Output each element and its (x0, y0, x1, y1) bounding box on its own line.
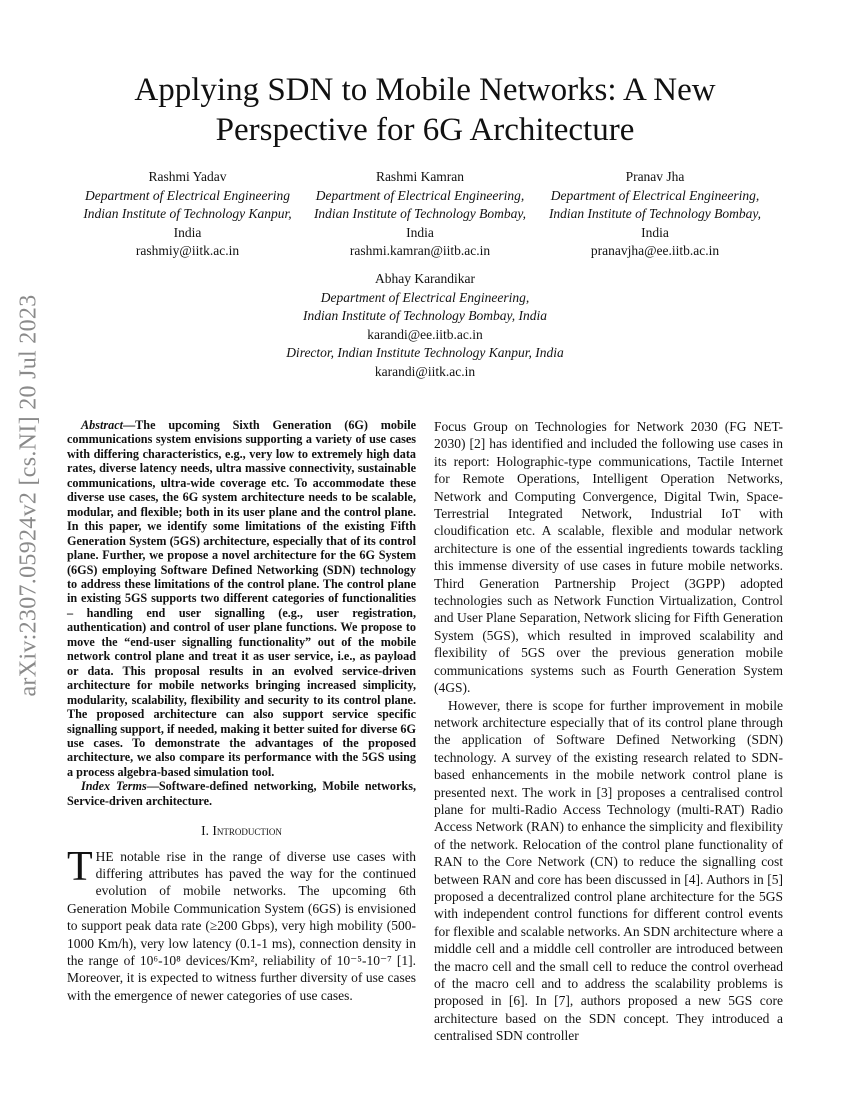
intro-text: HE notable rise in the range of diverse use cases with differing attributes has paved the way for the continued evolution of mobile networks. The upcoming 6th Generation Mobile Communication System (6GS) is envisioned to support peak data rate (≥200 Gbps), very high mobility (500-1000 Km/h), very low latency (0.1-1 ms), connection density in the range of 10⁶-10⁸ devices/Km², reliability of 10⁻⁵-10⁻⁷ [1]. Moreover, it is expected to witness further diversity of use cases with the emergence of newer categories of use cases. (67, 848, 416, 1003)
author-institute: Indian Institute of Technology Bombay, (313, 206, 527, 221)
index-terms-text: —Software-defined networking, Mobile networks, Service-driven architecture. (67, 779, 416, 808)
author-department: Department of Electrical Engineering, (320, 289, 530, 305)
abstract-text: —The upcoming Sixth Generation (6G) mobile communications system envisions supporting a variety of use cases with differing characteristics, e.g., very low to extremely high data rates, diverse latency needs, ultra massive connectivity, sustainable communications, ultra-wide coverage etc. To accommodate these diverse use cases, the 6G system architecture needs to be scalable, modular, and flexible; both in its user plane and the control plane. In this paper, we identify some limitations of the existing Fifth Generation System (5GS) architecture, especially that of its control plane. Further, we propose a novel architecture for the 6G System (6GS) employing Software Defined Networking (SDN) technology to address these limitations of the control plane. The control plane in existing 5GS supports two different categories of functionalities – handling end user signalling (e.g., user registration, authentication) and control of user plane functions. We propose to move the “end-user signalling functionality” out of the mobile network control plane and treat it as user service, i.e., as payload or data. This proposal results in an evolved service-driven architecture for mobile networks bringing increased simplicity, modularity, scalability, flexibility and security to its control plane. The proposed architecture can also support service specific signalling support, if needed, making it better suited for diverse 6G use cases. To demonstrate the advantages of the proposed architecture, we also compare its performance with the 5GS using a process algebra-based simulation tool. (67, 418, 416, 779)
index-terms-label: Index Terms (81, 779, 147, 794)
right-column (434, 418, 783, 1045)
author-email: rashmi.kamran@iitb.ac.in (349, 243, 491, 258)
title-line-2: Perspective for 6G Architecture (215, 112, 635, 148)
author-department: Department of Electrical Engineering, (550, 187, 760, 203)
author-department: Department of Electrical Engineering (84, 187, 291, 203)
author-email: karandi@iitk.ac.in (374, 363, 476, 379)
author-country: India (406, 224, 434, 240)
author-country: India (641, 224, 669, 240)
author-department: Department of Electrical Engineering, (315, 187, 525, 203)
author-name: Rashmi Kamran (375, 169, 465, 184)
author-role: Director, Indian Institute Technology Kanpur, India (286, 345, 564, 360)
arxiv-sidebar (8, 210, 50, 780)
author-block-2 (305, 168, 535, 261)
author-institute: Indian Institute of Technology Bombay, India (303, 308, 547, 323)
author-email: pranavjha@ee.iitb.ac.in (590, 243, 720, 258)
title-line-1: Applying SDN to Mobile Networks: A New (134, 72, 716, 108)
right-paragraph-1: Focus Group on Technologies for Network 2030 (FG NET-2030) [2] has identified and included the following use cases in its report: Holographic-type communications, Tactile Internet for Remote Operations, Intelligent Operation Networks, Network and Computing Convergence, Digital Twin, Space-Terrestrial Integrated Network, Industrial IoT with cloudification etc. A scalable, flexible and modular network architecture is one of the essential ingredients towards tackling this immense diversity of use cases in future mobile networks. Third Generation Partnership Project (3GPP) adopted technologies such as Network Function Virtualization, Control and User Plane Separation, Network slicing for Fifth Generation System (5GS), which resulted in improved scalability and flexibility of 5GS over the previous generation mobile communications systems such as Fourth Generation System (4GS). (434, 419, 783, 696)
author-email: rashmiy@iitk.ac.in (135, 243, 240, 258)
author-institute: Indian Institute of Technology Bombay, (548, 206, 762, 221)
section-heading: I. Introduction (201, 823, 282, 839)
author-block-1 (75, 168, 300, 261)
abstract-label: Abstract (81, 418, 123, 432)
right-paragraph-2: However, there is scope for further improvement in mobile network architecture especially that of its control plane through the application of Software Defined Networking (SDN) technology. A survey of the existing research related to SDN-based enhancements in the mobile network control plane is presented next. The work in [3] proposes a centralised control plane for multi-Radio Access Technology (multi-RAT) Radio Access Network (RAN) to enhance the simplicity and flexibility of the network. Relocation of the control plane functionality of RAN to the Core Network (CN) to reduce the signalling cost between RAN and core has been discussed in [4]. Authors in [5] proposed a decentralized control plane architecture for the 5GS with independent control functions for different control events for flexible and scalable networks. An SDN architecture where a middle cell and a middle cell controller are introduced between the macro cell and the small cell to reduce the control overhead of the macro cell and to address the scalability problems is proposed in [6]. In [7], authors proposed a new 5GS core architecture based on the SDN concept. They introduced a centralised SDN controller (434, 697, 783, 1044)
drop-cap: T (67, 843, 93, 890)
index-terms (67, 779, 416, 808)
paper-title (60, 70, 790, 150)
author-institute: Indian Institute of Technology Kanpur, (83, 206, 292, 221)
abstract (67, 418, 416, 779)
author-email: karandi@ee.iitb.ac.in (367, 326, 483, 342)
intro-paragraph (67, 843, 416, 1005)
author-name: Abhay Karandikar (374, 271, 476, 286)
arxiv-identifier: arXiv:2307.05924v2 [cs.NI] 20 Jul 2023 (15, 293, 42, 697)
author-country: India (173, 224, 202, 240)
author-block-3 (540, 168, 770, 261)
author-name: Pranav Jha (625, 169, 685, 184)
left-column (67, 418, 416, 1004)
author-name: Rashmi Yadav (148, 169, 227, 184)
author-block-4 (220, 270, 630, 381)
